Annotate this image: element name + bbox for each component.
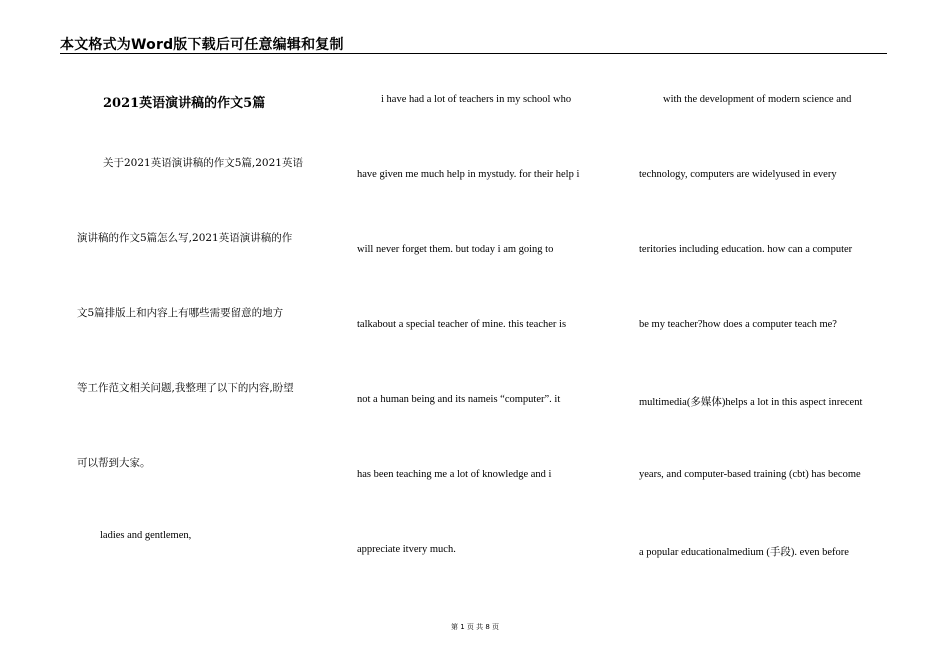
paragraph-line: be my teacher?how does a computer teach me? [639, 319, 837, 330]
paragraph-line: multimedia(多媒体)helps a lot in this aspect inrecent [639, 397, 863, 408]
paragraph-line: 可以帮到大家。 [77, 457, 151, 469]
paragraph-line: 等工作范文相关问题,我整理了以下的内容,盼望 [77, 382, 294, 394]
salutation-line: ladies and gentlemen, [100, 530, 192, 541]
header-divider [60, 53, 887, 54]
paragraph-line: not a human being and its nameis “computer”. it [357, 394, 561, 405]
paragraph-line: appreciate itvery much. [357, 544, 456, 555]
paragraph-line: will never forget them. but today i am going to [357, 244, 554, 255]
paragraph-line: teritories including education. how can a computer [639, 244, 853, 255]
paragraph-line: 演讲稿的作文5篇怎么写,2021英语演讲稿的作 [77, 232, 293, 244]
page-header-title: 本文格式为Word版下载后可任意编辑和复制 [60, 37, 344, 53]
paragraph-line: i have had a lot of teachers in my school who [381, 94, 572, 105]
document-title: 2021英语演讲稿的作文5篇 [103, 96, 266, 111]
paragraph-line: with the development of modern science and [663, 94, 852, 105]
paragraph-line: a popular educationalmedium (手段). even before [639, 547, 849, 558]
paragraph-line: 关于2021英语演讲稿的作文5篇,2021英语 [103, 157, 303, 169]
paragraph-line: has been teaching me a lot of knowledge and i [357, 469, 552, 480]
paragraph-line: talkabout a special teacher of mine. this teacher is [357, 319, 567, 330]
paragraph-line: technology, computers are widelyused in every [639, 169, 837, 180]
paragraph-line: have given me much help in mystudy. for their help i [357, 169, 580, 180]
paragraph-line: 文5篇排版上和内容上有哪些需要留意的地方 [77, 307, 284, 319]
page-number-footer: 第 1 页 共 8 页 [450, 623, 500, 631]
paragraph-line: years, and computer-based training (cbt) has become [639, 469, 861, 480]
